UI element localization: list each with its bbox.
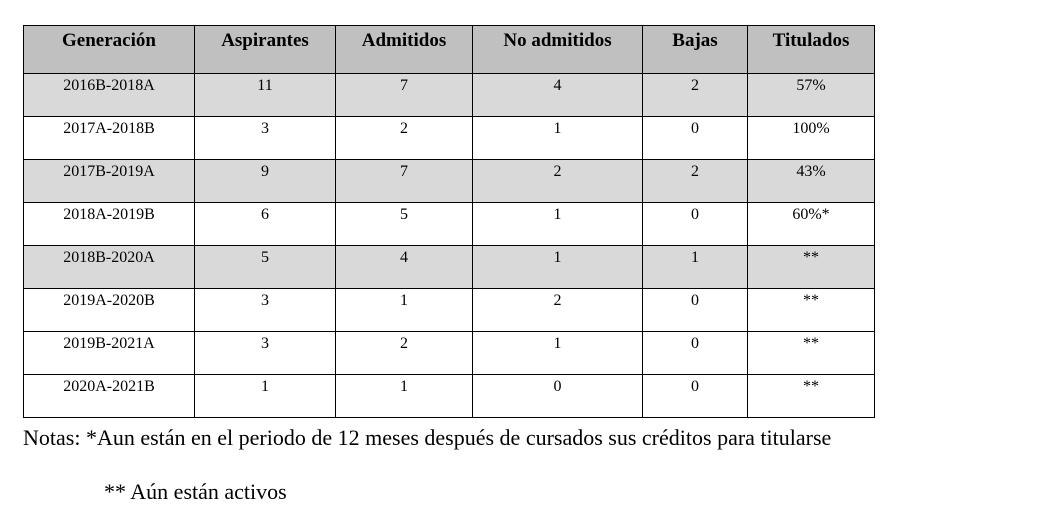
cell-no-admitidos: 2: [473, 160, 643, 203]
cell-aspirantes: 11: [195, 74, 336, 117]
table-row: [24, 160, 875, 203]
cell-generacion: 2020A-2021B: [24, 375, 195, 418]
cell-no-admitidos: 1: [473, 117, 643, 160]
cell-admitidos: 7: [336, 160, 473, 203]
cell-generacion: 2019A-2020B: [24, 289, 195, 332]
cell-no-admitidos: 1: [473, 332, 643, 375]
cell-titulados: 43%: [748, 160, 875, 203]
cell-admitidos: 4: [336, 246, 473, 289]
table-row: [24, 117, 875, 160]
cell-no-admitidos: 2: [473, 289, 643, 332]
cell-bajas: 0: [643, 332, 748, 375]
table-row: [24, 375, 875, 418]
cell-admitidos: 2: [336, 117, 473, 160]
cell-aspirantes: 3: [195, 117, 336, 160]
cell-generacion: 2016B-2018A: [24, 74, 195, 117]
header-no-admitidos: No admitidos: [473, 26, 643, 74]
cell-no-admitidos: 1: [473, 246, 643, 289]
cell-no-admitidos: 0: [473, 375, 643, 418]
cell-aspirantes: 9: [195, 160, 336, 203]
table-row: [24, 74, 875, 117]
cell-titulados: 57%: [748, 74, 875, 117]
cell-generacion: 2017A-2018B: [24, 117, 195, 160]
table-row: [24, 246, 875, 289]
cell-aspirantes: 1: [195, 375, 336, 418]
cell-no-admitidos: 1: [473, 203, 643, 246]
table-row: [24, 332, 875, 375]
cell-aspirantes: 3: [195, 289, 336, 332]
cell-generacion: 2019B-2021A: [24, 332, 195, 375]
generations-table: [23, 25, 875, 418]
cell-bajas: 1: [643, 246, 748, 289]
cell-aspirantes: 3: [195, 332, 336, 375]
table-header-row: [24, 26, 875, 74]
notes-line-2: ** Aún están activos: [104, 479, 287, 504]
cell-bajas: 0: [643, 117, 748, 160]
header-admitidos: Admitidos: [336, 26, 473, 74]
header-bajas: Bajas: [643, 26, 748, 74]
cell-bajas: 0: [643, 203, 748, 246]
cell-titulados: **: [748, 375, 875, 418]
cell-titulados: **: [748, 332, 875, 375]
table-row: [24, 203, 875, 246]
cell-bajas: 0: [643, 375, 748, 418]
cell-generacion: 2018B-2020A: [24, 246, 195, 289]
header-generacion: Generación: [24, 26, 195, 74]
cell-bajas: 0: [643, 289, 748, 332]
header-titulados: Titulados: [748, 26, 875, 74]
cell-generacion: 2017B-2019A: [24, 160, 195, 203]
table-row: [24, 289, 875, 332]
cell-generacion: 2018A-2019B: [24, 203, 195, 246]
cell-aspirantes: 5: [195, 246, 336, 289]
cell-no-admitidos: 4: [473, 74, 643, 117]
cell-titulados: 100%: [748, 117, 875, 160]
cell-admitidos: 5: [336, 203, 473, 246]
cell-titulados: **: [748, 246, 875, 289]
cell-titulados: 60%*: [748, 203, 875, 246]
cell-titulados: **: [748, 289, 875, 332]
cell-bajas: 2: [643, 74, 748, 117]
cell-admitidos: 7: [336, 74, 473, 117]
notes-line-1: Notas: *Aun están en el periodo de 12 meses después de cursados sus créditos para titularse: [23, 425, 832, 450]
cell-admitidos: 2: [336, 332, 473, 375]
header-aspirantes: Aspirantes: [195, 26, 336, 74]
cell-admitidos: 1: [336, 289, 473, 332]
cell-bajas: 2: [643, 160, 748, 203]
cell-aspirantes: 6: [195, 203, 336, 246]
cell-admitidos: 1: [336, 375, 473, 418]
